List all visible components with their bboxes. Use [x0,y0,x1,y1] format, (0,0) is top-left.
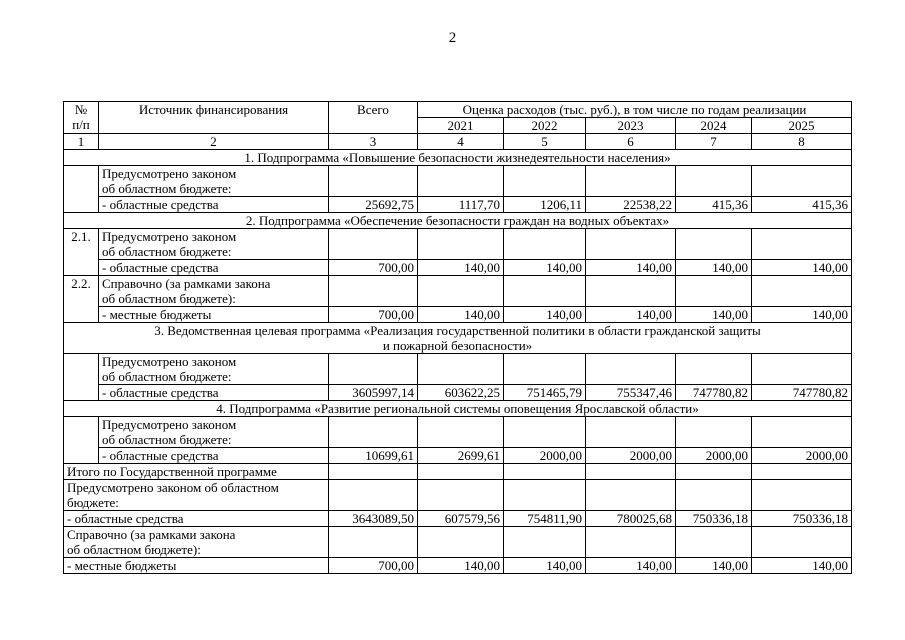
value-cell: 2000,00 [752,448,852,464]
value-cell [586,354,676,385]
value-cell [504,417,586,448]
value-cell: 700,00 [329,260,418,276]
row-label: Справочно (за рамками закона об областном бюджете): [99,276,329,307]
table-row [64,307,852,323]
total-title: Итого по Государственной программе [64,464,329,480]
total-value-cell: 3643089,50 [329,511,418,527]
value-cell [676,276,752,307]
row-label: - областные средства [99,260,329,276]
column-number: 7 [676,134,752,150]
total-row [64,480,852,511]
table-row [64,354,852,385]
total-value-cell: 140,00 [752,558,852,574]
value-cell [504,229,586,260]
budget-table [63,101,852,574]
row-number [64,354,99,401]
value-cell [329,276,418,307]
row-label: Предусмотрено законом об областном бюджете: [99,166,329,197]
value-cell [329,354,418,385]
header-year: 2024 [676,118,752,134]
value-cell [418,229,504,260]
row-number: 2.2. [64,276,99,323]
value-cell [752,166,852,197]
total-value-cell [752,527,852,558]
total-value-cell: 700,00 [329,558,418,574]
value-cell: 2000,00 [676,448,752,464]
value-cell [752,276,852,307]
total-row [64,558,852,574]
total-row [64,527,852,558]
empty-cell [752,464,852,480]
value-cell [504,354,586,385]
table-row [64,448,852,464]
row-label: Предусмотрено законом об областном бюджете: [99,417,329,448]
total-value-cell: 607579,56 [418,511,504,527]
total-value-cell: 750336,18 [676,511,752,527]
total-value-cell [752,480,852,511]
row-number [64,417,99,464]
total-value-cell: 780025,68 [586,511,676,527]
value-cell: 747780,82 [676,385,752,401]
total-row [64,511,852,527]
column-number: 3 [329,134,418,150]
row-label: - областные средства [99,448,329,464]
table-row [64,417,852,448]
row-number [64,166,99,213]
total-value-cell [329,527,418,558]
value-cell [676,354,752,385]
header-year: 2025 [752,118,852,134]
value-cell: 747780,82 [752,385,852,401]
table-row [64,385,852,401]
value-cell: 751465,79 [504,385,586,401]
value-cell [676,417,752,448]
column-numbers-row [64,134,852,150]
value-cell [586,276,676,307]
total-value-cell: 754811,90 [504,511,586,527]
value-cell: 140,00 [586,307,676,323]
value-cell [418,354,504,385]
section-title: 1. Подпрограмма «Повышение безопасности жизнедеятельности населения» [64,150,852,166]
value-cell [418,417,504,448]
value-cell: 140,00 [586,260,676,276]
empty-cell [676,464,752,480]
column-number: 2 [99,134,329,150]
total-value-cell [676,480,752,511]
value-cell: 700,00 [329,307,418,323]
value-cell: 140,00 [504,307,586,323]
value-cell [752,229,852,260]
value-cell: 3605997,14 [329,385,418,401]
empty-cell [329,464,418,480]
total-value-cell [504,480,586,511]
row-number: 2.1. [64,229,99,276]
column-number: 5 [504,134,586,150]
section-title-row [64,401,852,417]
value-cell [586,229,676,260]
value-cell [418,166,504,197]
empty-cell [418,464,504,480]
row-label: - областные средства [99,197,329,213]
table-row [64,229,852,260]
table-row [64,166,852,197]
section-title: 4. Подпрограмма «Развитие региональной системы оповещения Ярославской области» [64,401,852,417]
value-cell: 10699,61 [329,448,418,464]
total-value-cell [418,527,504,558]
value-cell: 415,36 [676,197,752,213]
value-cell: 140,00 [418,307,504,323]
total-value-cell [676,527,752,558]
value-cell: 2699,61 [418,448,504,464]
value-cell [504,166,586,197]
value-cell [752,354,852,385]
value-cell [504,276,586,307]
column-number: 1 [64,134,99,150]
value-cell [752,417,852,448]
value-cell [329,417,418,448]
total-value-cell: 140,00 [504,558,586,574]
header-estimate: Оценка расходов (тыс. руб.), в том числе по годам реализации [418,102,852,118]
value-cell: 140,00 [676,260,752,276]
section-title-row [64,213,852,229]
header-row [64,102,852,118]
page-number: 2 [448,30,457,46]
total-row-label: - местные бюджеты [64,558,329,574]
value-cell [329,166,418,197]
section-title-row [64,323,852,354]
value-cell: 140,00 [504,260,586,276]
value-cell [676,166,752,197]
total-title-row [64,464,852,480]
total-row-label: Справочно (за рамками закона об областном бюджете): [64,527,329,558]
total-value-cell [418,480,504,511]
value-cell: 140,00 [418,260,504,276]
value-cell [418,276,504,307]
value-cell: 22538,22 [586,197,676,213]
total-row-label: Предусмотрено законом об областном бюджете: [64,480,329,511]
row-label: Предусмотрено законом об областном бюджете: [99,229,329,260]
column-number: 8 [752,134,852,150]
value-cell: 140,00 [752,260,852,276]
value-cell [586,417,676,448]
total-value-cell [329,480,418,511]
value-cell: 25692,75 [329,197,418,213]
value-cell [676,229,752,260]
value-cell [329,229,418,260]
column-number: 6 [586,134,676,150]
total-value-cell: 140,00 [418,558,504,574]
section-title: 3. Ведомственная целевая программа «Реализация государственной политики в области гражданской защиты и пожарной безопасности» [64,323,852,354]
total-value-cell [504,527,586,558]
table-row [64,260,852,276]
row-label: - областные средства [99,385,329,401]
table-row [64,197,852,213]
header-year: 2022 [504,118,586,134]
row-label: Предусмотрено законом об областном бюджете: [99,354,329,385]
value-cell [586,166,676,197]
total-value-cell: 140,00 [676,558,752,574]
value-cell: 1206,11 [504,197,586,213]
value-cell: 140,00 [676,307,752,323]
value-cell: 755347,46 [586,385,676,401]
header-year: 2023 [586,118,676,134]
total-value-cell [586,527,676,558]
header-year: 2021 [418,118,504,134]
value-cell: 415,36 [752,197,852,213]
empty-cell [586,464,676,480]
total-value-cell: 750336,18 [752,511,852,527]
column-number: 4 [418,134,504,150]
header-source: Источник финансирования [99,102,329,134]
total-value-cell [586,480,676,511]
value-cell: 1117,70 [418,197,504,213]
section-title: 2. Подпрограмма «Обеспечение безопасности граждан на водных объектах» [64,213,852,229]
total-value-cell: 140,00 [586,558,676,574]
empty-cell [504,464,586,480]
value-cell: 2000,00 [504,448,586,464]
value-cell: 140,00 [752,307,852,323]
value-cell: 603622,25 [418,385,504,401]
header-no: № п/п [64,102,99,134]
total-row-label: - областные средства [64,511,329,527]
row-label: - местные бюджеты [99,307,329,323]
section-title-row [64,150,852,166]
header-total: Всего [329,102,418,134]
value-cell: 2000,00 [586,448,676,464]
table-row [64,276,852,307]
